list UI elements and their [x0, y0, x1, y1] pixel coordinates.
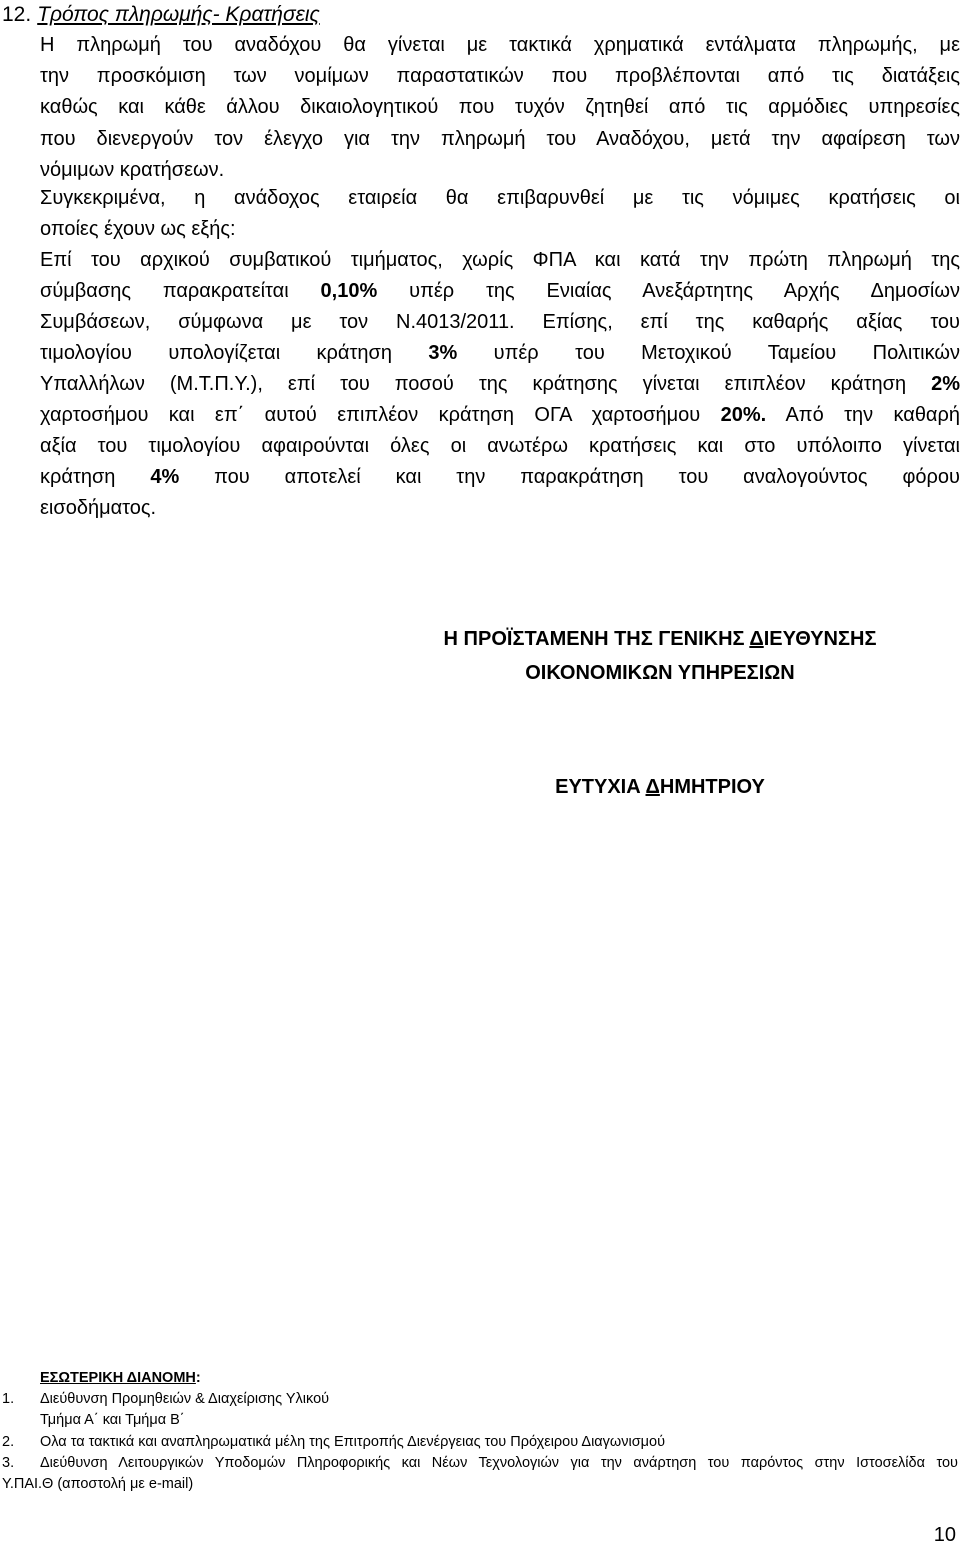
text-run: υπέρ του Μετοχικού Ταμείου Πολιτικών — [457, 342, 960, 364]
text-run: τιμολογίου υπολογίζεται κράτηση — [40, 342, 429, 364]
section-title: Τρόπος πληρωμής- Κρατήσεις — [37, 3, 320, 26]
paragraph-line: Συγκεκριμένα, η ανάδοχος εταιρεία θα επιβαρυνθεί με τις νόμιμες κρατήσεις οι — [40, 187, 960, 209]
text-run: χαρτοσήμου και επ΄ αυτού επιπλέον κράτηση ΟΓΑ χαρτοσήμου — [40, 404, 721, 426]
paragraph-line: Συμβάσεων, σύμφωνα με τον Ν.4013/2011. Επίσης, επί της καθαρής αξίας του — [40, 311, 960, 333]
paragraph-line: εισοδήματος. — [40, 497, 157, 519]
rate-value: 4% — [150, 466, 180, 488]
text-run: Η ΠΡΟΪΣΤΑΜΕΝΗ ΤΗΣ ΓΕΝΙΚΗΣ — [443, 628, 750, 650]
text-run: ΕΣΩΤΕΡΙΚΗ ΔΙΑΝΟΜΗ — [40, 1370, 196, 1386]
paragraph-line: αξία του τιμολογίου αφαιρούνται όλες οι ανωτέρω κρατήσεις και στο υπόλοιπο γίνεται — [40, 435, 960, 457]
item-number: 3. — [2, 1455, 15, 1471]
distribution-heading — [40, 1368, 201, 1389]
item-text: Διεύθυνση Προμηθειών & Διαχείρισης Υλικού — [40, 1391, 330, 1407]
paragraph-line: οποίες έχουν ως εξής: — [40, 218, 236, 240]
paragraph-line — [40, 462, 960, 493]
paragraph-line: καθώς και κάθε άλλου δικαιολογητικού που τυχόν ζητηθεί από τις αρμόδιες υπηρεσίες — [40, 96, 960, 119]
text-run: που αποτελεί και την παρακράτηση του αναλογούντος φόρου — [179, 466, 960, 488]
deductions-paragraph — [40, 183, 960, 524]
paragraph-line — [40, 369, 960, 400]
item-subtext: Υ.ΠΑΙ.Θ (αποστολή με e-mail) — [2, 1476, 194, 1492]
paragraph-line — [40, 276, 960, 307]
rate-value: 0,10% — [320, 280, 378, 302]
signatory-title — [330, 628, 960, 651]
text-run: : — [195, 1370, 201, 1386]
paragraph-line: Η πληρωμή του αναδόχου θα γίνεται με τακτικά χρηματικά εντάλματα πληρωμής, με — [40, 34, 960, 56]
paragraph-line: νόμιμων κρατήσεων. — [40, 158, 225, 181]
paragraph-line — [40, 338, 960, 369]
paragraph-line: που διενεργούν τον έλεγχο για την πληρωμή του Αναδόχου, μετά την αφαίρεση των — [40, 127, 960, 150]
payment-paragraph — [40, 30, 960, 186]
paragraph-line: την προσκόμιση των νομίμων παραστατικών που προβλέπονται από τις διατάξεις — [40, 65, 960, 88]
item-number: 2. — [2, 1434, 15, 1450]
text-run: υπέρ της Ενιαίας Ανεξάρτητης Αρχής Δημοσίων — [377, 280, 960, 302]
item-number: 1. — [2, 1391, 15, 1407]
rate-value: 2% — [931, 373, 960, 395]
paragraph-line — [40, 400, 960, 431]
section-heading — [2, 2, 320, 28]
signatory-department: ΟΙΚΟΝΟΜΙΚΩΝ ΥΠΗΡΕΣΙΩΝ — [525, 662, 795, 684]
section-number: 12. — [2, 3, 32, 26]
text-run: σύμβασης παρακρατείται — [40, 280, 321, 302]
item-text: Ολα τα τακτικά και αναπληρωματικά μέλη της Επιτροπής Διενέργειας του Πρόχειρου Διαγωνισμού — [40, 1434, 666, 1450]
text-run: Υπαλλήλων (Μ.Τ.Π.Υ.), επί του ποσού της κράτησης γίνεται επιπλέον κράτηση — [40, 373, 932, 395]
rate-value: 20%. — [720, 404, 767, 426]
signatory-name — [330, 776, 960, 799]
item-subtext: Τμήμα Α΄ και Τμήμα Β΄ — [40, 1412, 185, 1428]
text-run: Από την καθαρή — [766, 404, 960, 426]
text-run: ΗΜΗΤΡΙΟΥ — [659, 776, 765, 798]
text-run: Δ — [645, 776, 660, 798]
item-text: Διεύθυνση Λειτουργικών Υποδομών Πληροφορικής και Νέων Τεχνολογιών για την ανάρτηση του παρόντος στην Ιστοσελίδα του — [40, 1455, 958, 1471]
text-run: ΕΥΤΥΧΙΑ — [555, 776, 646, 798]
text-run: ΙΕΥΘΥΝΣΗΣ — [763, 628, 877, 650]
rate-value: 3% — [428, 342, 458, 364]
paragraph-line: Επί του αρχικού συμβατικού τιμήματος, χωρίς ΦΠΑ και κατά την πρώτη πληρωμή της — [40, 249, 960, 271]
text-run: Δ — [749, 628, 764, 650]
page-number: 10 — [933, 1524, 956, 1546]
text-run: κράτηση — [40, 466, 151, 488]
